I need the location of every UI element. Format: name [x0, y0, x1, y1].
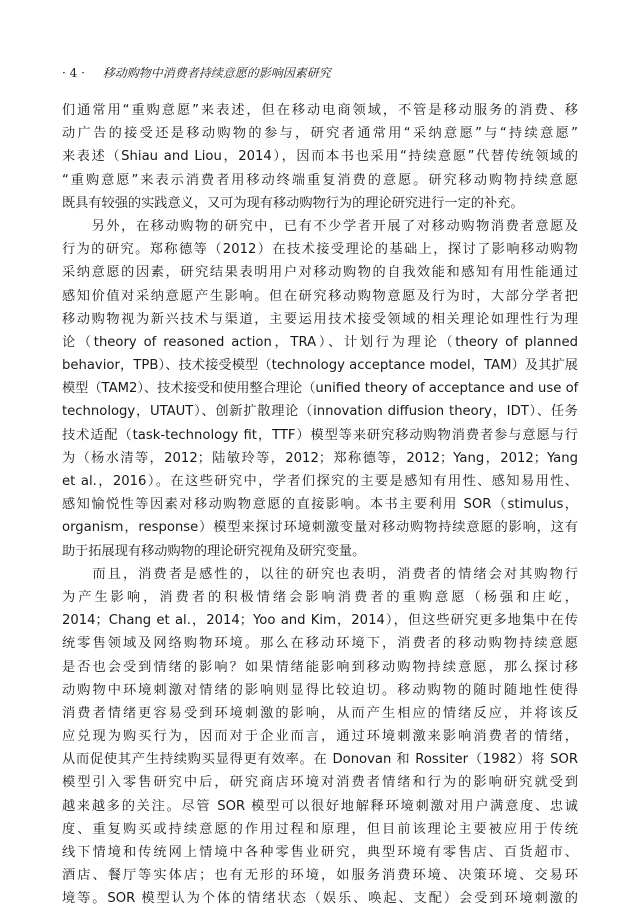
text-line: 动购物中环境刺激对情绪的影响则显得比较迫切。移动购物的随时随地性使得 [62, 682, 578, 698]
running-title: 移动购物中消费者持续意愿的影响因素研究 [102, 66, 331, 80]
text-line: 消费者情绪更容易受到环境刺激的影响，从而产生相应的情绪反应，并将该反 [62, 705, 578, 721]
running-header [62, 64, 331, 81]
text-line: 统零售领域及网络购物环境。那么在移动环境下，消费者的移动购物持续意愿 [62, 636, 578, 652]
text-line: 境等。SOR 模型认为个体的情绪状态（娱乐、唤起、支配）会受到环境刺激的 [62, 891, 578, 907]
text-line: 另外，在移动购物的研究中，已有不少学者开展了对移动购物消费者意愿及 [62, 218, 578, 234]
text-line: 论（theory of reasoned action，TRA）、计划行为理论（theory of planned [62, 334, 578, 350]
body-text [62, 99, 578, 911]
text-line: et al.，2016）。在这些研究中，学者们探究的主要是感知有用性、感知易用性、 [62, 474, 578, 489]
text-line: 助于拓展现有移动购物的理论研究视角及研究变量。 [62, 543, 366, 559]
text-line: 酒店、餐厅等实体店；也有无形的环境，如服务消费环境、决策环境、交易环 [62, 868, 578, 884]
text-line: 从而促使其产生持续购买显得更有效率。在 Donovan 和 Rossiter（1982）将 SOR [62, 752, 578, 768]
text-line: 越来越多的关注。尽管 SOR 模型可以很好地解释环境刺激对用户满意度、忠诚 [62, 798, 578, 814]
text-line: 行为的研究。郑称德等（2012）在技术接受理论的基础上，探讨了影响移动购物 [62, 242, 578, 258]
text-line: 为（杨水清等，2012；陆敏玲等，2012；郑称德等，2012；Yang，2012；Yang [62, 450, 578, 466]
text-line: 是否也会受到情绪的影响？如果情绪能影响到移动购物持续意愿，那么探讨移 [62, 659, 578, 675]
text-line: technology，UTAUT）、创新扩散理论（innovation diffusion theory，IDT）、任务 [62, 404, 578, 420]
text-line: 模型（TAM2）、技术接受和使用整合理论（unified theory of acceptance and use of [62, 381, 579, 397]
text-line: 们通常用“重购意愿”来表述，但在移动电商领域，不管是移动服务的消费、移 [62, 103, 578, 118]
text-line: behavior，TPB）、技术接受模型（technology acceptance model，TAM）及其扩展 [62, 358, 578, 374]
text-line: 感知价值对采纳意愿产生影响。但在研究移动购物意愿及行为时，大部分学者把 [62, 288, 578, 304]
text-line: 来表述（Shiau and Liou，2014），因而本书也采用“持续意愿”代替传统领域的 [62, 149, 578, 165]
text-line: 移动购物视为新兴技术与渠道，主要运用技术接受领域的相关理论如理性行为理 [62, 311, 578, 327]
text-line: 动广告的接受还是移动购物的参与，研究者通常用“采纳意愿”与“持续意愿” [62, 126, 578, 142]
text-line: 2014；Chang et al.，2014；Yoo and Kim，2014），但这些研究更多地集中在传 [62, 613, 578, 629]
text-line: 模型引入零售研究中后，研究商店环境对消费者情绪和行为的影响研究就受到 [62, 775, 578, 791]
page-number: · 4 · [62, 66, 85, 80]
text-line: 为产生影响，消费者的积极情绪会影响消费者的重购意愿（杨强和庄屹， [62, 589, 578, 605]
text-line: 既具有较强的实践意义，又可为现有移动购物行为的理论研究进行一定的补充。 [62, 195, 524, 211]
text-line: 度、重复购买或持续意愿的作用过程和原理，但目前该理论主要被应用于传统 [62, 821, 578, 837]
text-line: 线下情境和传统网上情境中各种零售业研究，典型环境有零售店、百货超市、 [62, 845, 578, 860]
text-line: organism，response）模型来探讨环境刺激变量对移动购物持续意愿的影响，这有 [62, 520, 578, 536]
text-line: 而且，消费者是感性的，以往的研究也表明，消费者的情绪会对其购物行 [62, 566, 578, 582]
text-line: 应兑现为购买行为，因而对于企业而言，通过环境刺激来影响消费者的情绪， [62, 729, 578, 745]
text-line: 采纳意愿的因素，研究结果表明用户对移动购物的自我效能和感知有用性能通过 [62, 265, 578, 281]
text-line: “重购意愿”来表示消费者用移动终端重复消费的意愿。研究移动购物持续意愿 [62, 172, 578, 188]
text-line: 感知愉悦性等因素对移动购物意愿的直接影响。本书主要利用 SOR（stimulus， [62, 497, 578, 513]
text-line: 技术适配（task-technology fit，TTF）模型等来研究移动购物消费者参与意愿与行 [62, 427, 578, 443]
